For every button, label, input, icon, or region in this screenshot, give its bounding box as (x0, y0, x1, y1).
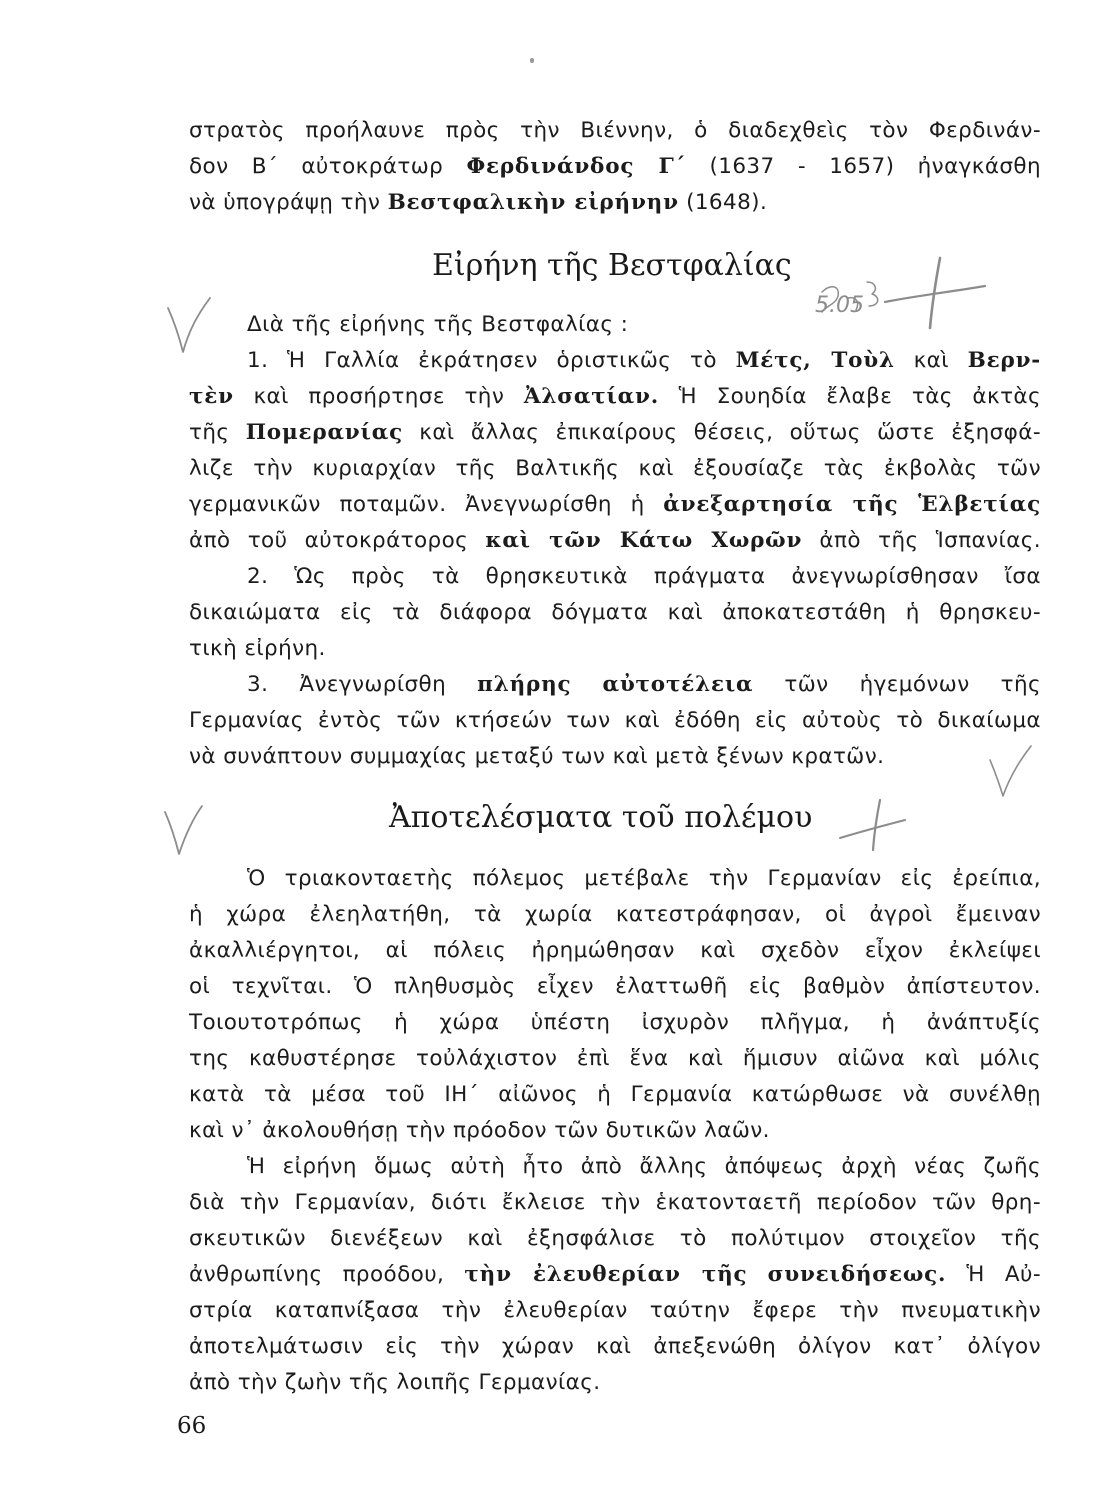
pencil-note-text: 5.05 (815, 293, 864, 318)
text-run: ἀπὸ τῆς Ἱσπανίας. (819, 528, 1041, 553)
bold-run: τὲν (189, 384, 234, 409)
text-run: (1637 - 1657) ἠναγκάσθη (709, 154, 1041, 179)
cross-mark-icon (873, 800, 880, 850)
bold-run: αὐτοτέλεια (602, 672, 754, 697)
item2-line-3: τικὴ εἰρήνη. (189, 636, 326, 661)
text-run: 3. Ἀνεγνωρίσθη (247, 672, 447, 697)
item1-line-1 (189, 343, 1041, 379)
text-run: καὶ προσήρτησε τὴν (253, 384, 505, 409)
item2-line-2: δικαιώματα εἰς τὰ διάφορα δόγματα καὶ ἀποκατεστάθη ἡ θρησκευ- (189, 600, 1041, 625)
text-run: τῆς (189, 420, 230, 445)
bold-run: Φερδινάνδος Γ΄ (466, 154, 687, 179)
para1-line-4: οἱ τεχνῖται. Ὁ πληθυσμὸς εἶχεν ἐλαττωθῆ εἰς βαθμὸν ἀπίστευτον. (189, 974, 1041, 999)
item1-line-2 (189, 379, 1041, 415)
bold-run: καὶ τῶν Κάτω Χωρῶν (485, 528, 803, 553)
text-run: δον Β΄ αὐτοκράτωρ (189, 154, 444, 179)
para1-line-3: ἀκαλλιέργητοι, αἱ πόλεις ἠρημώθησαν καὶ σχεδὸν εἶχον ἐκλείψει (189, 938, 1041, 963)
para2-line-5: στρία καταπνίξασα τὴν ἐλευθερίαν ταύτην ἔφερε τὴν πνευματικὴν (189, 1298, 1041, 1323)
section-heading-westphalia: Εἰρήνη τῆς Βεστφαλίας (432, 248, 792, 283)
para2-line-2: διὰ τὴν Γερμανίαν, διότι ἔκλεισε τὴν ἑκατονταετῆ περίοδον τῶν θρη- (189, 1190, 1041, 1215)
bold-run: Ἀλσατίαν. (523, 384, 660, 409)
section1-lead: Διὰ τῆς εἰρήνης τῆς Βεστφαλίας : (247, 312, 629, 337)
text-run: καὶ (913, 348, 949, 373)
item2-line-1: 2. Ὡς πρὸς τὰ θρησκευτικὰ πράγματα ἀνεγνωρίσθησαν ἴσα (247, 564, 1041, 589)
cross-mark-icon (885, 286, 985, 302)
item3-line-2: Γερμανίας ἐντὸς τῶν κτήσεών των καὶ ἐδόθη εἰς αὐτοὺς τὸ δικαίωμα (189, 708, 1041, 733)
intro-line-3 (189, 185, 1041, 221)
para2-line-6: ἀποτελμάτωσιν εἰς τὴν χώραν καὶ ἀπεξενώθη ὀλίγον κατ᾽ ὀλίγον (189, 1334, 1041, 1359)
scribble-icon (867, 282, 878, 306)
bold-run: Βεστφαλικὴν εἰρήνην (387, 190, 679, 215)
para1-line-2: ἡ χώρα ἐλεηλατήθη, τὰ χωρία κατεστράφησαν, οἱ ἀγροὶ ἔμειναν (189, 902, 1041, 927)
text-run: καὶ ἄλλας ἐπικαίρους θέσεις, οὕτως ὥστε ἐξησφά- (419, 420, 1041, 445)
item3-line-1 (189, 667, 1041, 703)
check-mark-icon (165, 806, 202, 854)
para2-line-4 (189, 1257, 1041, 1293)
para1-line-6: της καθυστέρησε τοὐλάχιστον ἐπὶ ἕνα καὶ ἥμισυν αἰῶνα καὶ μόλις (189, 1046, 1041, 1071)
page-number: 66 (177, 1413, 207, 1439)
bold-run: Μέτς, Τοὺλ (735, 348, 895, 373)
bold-run: Πομερανίας (245, 420, 403, 445)
item1-line-5 (189, 487, 1041, 523)
section1-body (189, 307, 1041, 775)
para1-line-5: Τοιουτοτρόπως ἡ χώρα ὑπέστη ἰσχυρὸν πλῆγμα, ἡ ἀνάπτυξίς (189, 1010, 1041, 1035)
paper-speck (530, 58, 534, 63)
bold-run: πλήρης (477, 672, 572, 697)
text-run: ἀνθρωπίνης προόδου, (189, 1262, 445, 1287)
para1-line-7: κατὰ τὰ μέσα τοῦ ΙΗ΄ αἰῶνος ἡ Γερμανία κατώρθωσε νὰ συνέλθῃ (189, 1082, 1041, 1107)
item1-line-4: λιζε τὴν κυριαρχίαν τῆς Βαλτικῆς καὶ ἐξουσίαζε τὰς ἐκβολὰς τῶν (189, 456, 1041, 481)
text-run: Ἡ Σουηδία ἔλαβε τὰς ἀκτὰς (678, 384, 1041, 409)
para1-line-8: καὶ ν᾽ ἀκολουθήσῃ τὴν πρόοδον τῶν δυτικῶν λαῶν. (189, 1118, 770, 1143)
text-run: γερμανικῶν ποταμῶν. Ἀνεγνωρίσθη ἡ (189, 492, 645, 517)
text-run: ἀπὸ τοῦ αὐτοκράτορος (189, 528, 469, 553)
bold-run: ἀνεξαρτησία τῆς Ἑλβετίας (663, 492, 1041, 517)
bold-run: συνειδήσεως. (767, 1262, 947, 1287)
section2-body (189, 861, 1041, 1401)
text-run: Ἡ Αὐ- (966, 1262, 1041, 1287)
cross-mark-icon (840, 820, 905, 838)
bold-run: Βερν- (967, 348, 1041, 373)
intro-line-1: στρατὸς προήλαυνε πρὸς τὴν Βιέννην, ὁ διαδεχθεὶς τὸν Φερδινάν- (189, 118, 1041, 143)
text-run: τῶν ἡγεμόνων τῆς (784, 672, 1041, 697)
text-run: 1. Ἡ Γαλλία ἐκράτησεν ὁριστικῶς τὸ (247, 348, 717, 373)
item1-line-6 (189, 523, 1041, 559)
para1-line-1: Ὁ τριακονταετὴς πόλεμος μετέβαλε τὴν Γερμανίαν εἰς ἐρείπια, (247, 866, 1041, 891)
bold-run: τὴν ἐλευθερίαν τῆς (464, 1262, 748, 1287)
section-heading-results: Ἀποτελέσματα τοῦ πολέμου (389, 800, 813, 835)
intro-paragraph (189, 113, 1041, 221)
text-run: νὰ ὑπογράψῃ τὴν (189, 190, 381, 215)
para2-line-3: σκευτικῶν διενέξεων καὶ ἐξησφάλισε τὸ πολύτιμον στοιχεῖον τῆς (189, 1226, 1041, 1251)
intro-line-2 (189, 149, 1041, 185)
text-run: (1648). (686, 190, 768, 215)
para2-line-7: ἀπὸ τὴν ζωὴν τῆς λοιπῆς Γερμανίας. (189, 1370, 601, 1395)
item1-line-3 (189, 415, 1041, 451)
item3-line-3: νὰ συνάπτουν συμμαχίας μεταξύ των καὶ μετὰ ξένων κρατῶν. (189, 744, 885, 769)
para2-line-1: Ἡ εἰρήνη ὅμως αὐτὴ ἦτο ἀπὸ ἄλλης ἀπόψεως ἀρχὴ νέας ζωῆς (247, 1154, 1041, 1179)
